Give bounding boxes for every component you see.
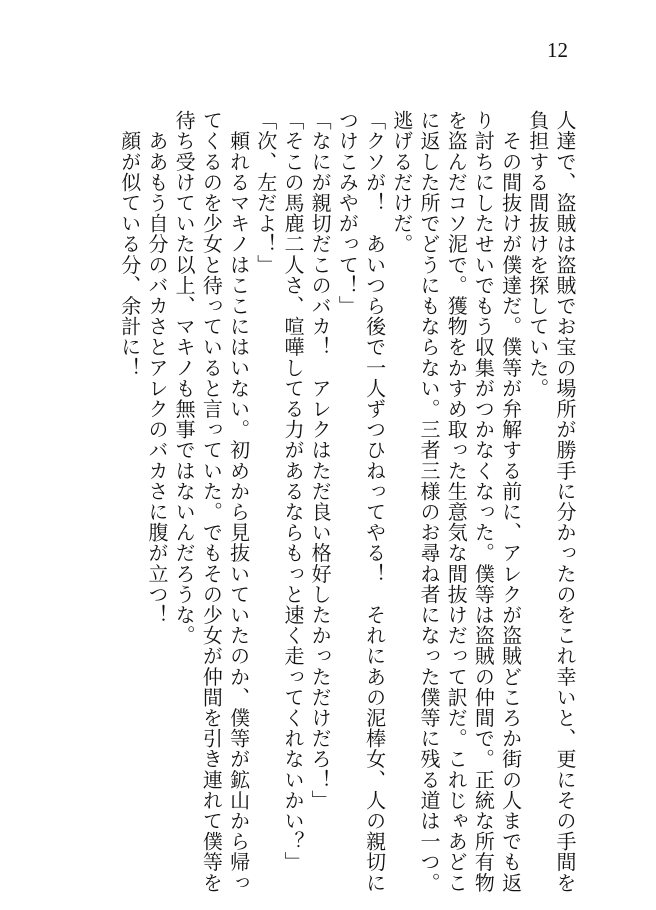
text-line: り討ちにしたせいでもう収集がつかなくなった。僕等は盗賊の仲間で。正統な所有物	[471, 110, 496, 893]
text-line: 負担する間抜けを探していた。	[525, 110, 550, 399]
body-text	[78, 110, 578, 893]
page-number: 12	[547, 38, 568, 62]
text-line: 「クソが！ あいつら後で一人ずつひねってやる！ それにあの泥棒女、人の親切に	[362, 110, 387, 893]
text-line: 「そこの馬鹿二人さ、喧嘩してる力があるならもっと速く走ってくれないかい？」	[280, 110, 305, 873]
text-line: を盗んだコソ泥で。獲物をかすめ取った生意気な間抜けだって訳だ。これじゃあどこ	[444, 110, 469, 893]
text-line: 頼れるマキノはここにはいない。初めから見抜いていたのか、僕等が鉱山から帰っ	[226, 110, 251, 893]
text-line: てくるのを少女と待っていると言っていた。でもその少女が仲間を引き連れて僕等を	[199, 110, 224, 893]
text-line: 逃げるだけだ。	[389, 110, 414, 255]
text-line: に返した所でどうにもならない。三者三様のお尋ね者になった僕等に残る道は一つ。	[416, 110, 441, 893]
text-line: つけこみやがって！」	[335, 110, 360, 316]
text-line: 「次、左だよ！」	[253, 110, 278, 275]
text-line: 人達で、盗賊は盗賊でお宝の場所が勝手に分かったのをこれ幸いと、更にその手間を	[553, 110, 577, 893]
text-line: その間抜けが僕達だ。僕等が弁解する前に、アレクが盗賊どころか街の人までも返	[498, 110, 523, 893]
text-line: 顔が似ている分、余計に！	[117, 110, 142, 378]
text-line: ああもう自分のバカさとアレクのバカさに腹が立つ！	[144, 110, 169, 625]
text-line: 「なにが親切だこのバカ！ アレクはただ良い格好したかっただけだろ！」	[308, 110, 333, 811]
text-line: 待ち受けていた以上、マキノも無事ではないんだろうな。	[172, 110, 197, 646]
